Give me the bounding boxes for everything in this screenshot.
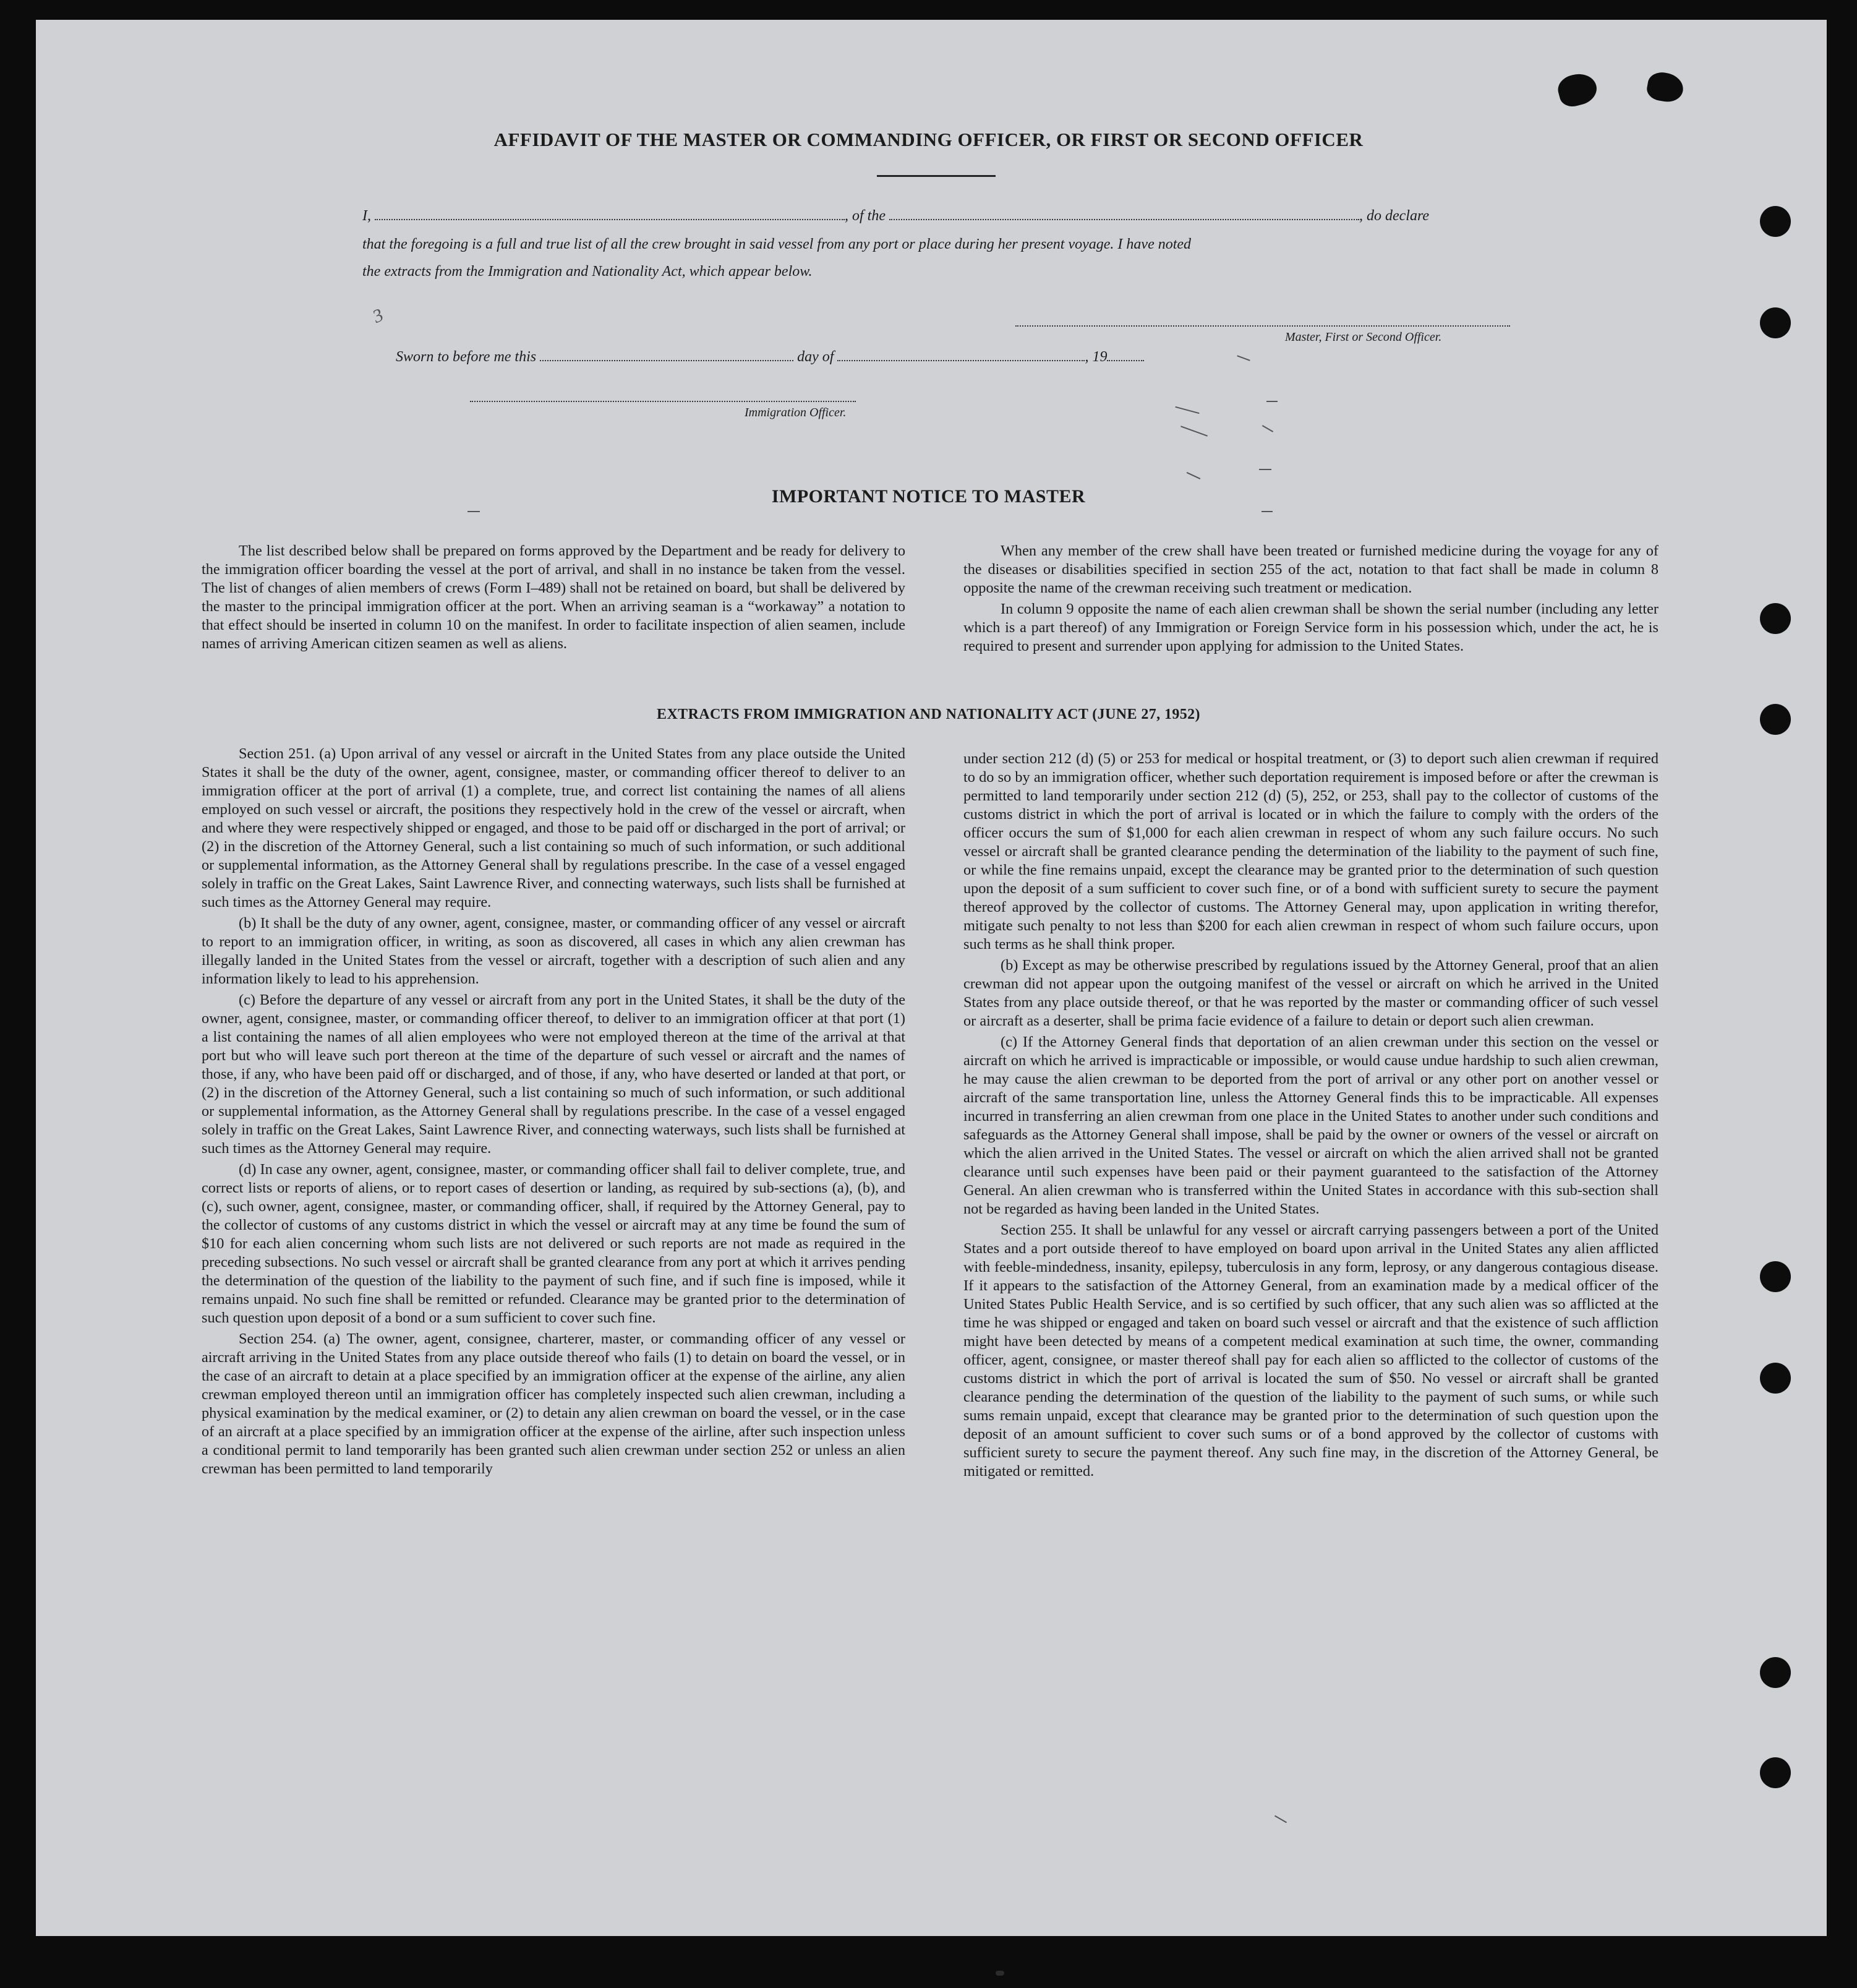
sworn-month-field[interactable] bbox=[837, 349, 1085, 361]
scan-mark bbox=[1259, 469, 1271, 470]
sworn-year-field[interactable] bbox=[1107, 349, 1144, 361]
notice-paragraph: In column 9 opposite the name of each alien crewman shall be shown the serial number (including any letter which is a part thereof) of any Immigration or Foreign Service form in his possession which, under the act, he is required to present and surrender upon applying for admission to the United States. bbox=[963, 601, 1658, 654]
name-field[interactable] bbox=[375, 208, 845, 220]
handwritten-mark: 3 bbox=[369, 304, 387, 327]
punch-hole bbox=[1760, 1657, 1791, 1688]
sworn-line bbox=[396, 349, 1144, 366]
section-paragraph: (b) It shall be the duty of any owner, agent, consignee, master, or commanding officer of any vessel or aircraft to report to an immigration officer, in writing, as soon as discovered, all cases in which any alien crewman has illegally landed in the United States from the vessel or aircraft, together with a description of such alien and any information likely to lead to his apprehension. bbox=[202, 915, 905, 987]
master-label: Master, First or Second Officer. bbox=[1285, 330, 1442, 344]
vessel-field[interactable] bbox=[889, 208, 1359, 220]
section-paragraph: under section 212 (d) (5) or 253 for medical or hospital treatment, or (3) to deport such alien crewman if required to do so by an immigration officer, whether such deportation requirement is imposed before or after the crewman is permitted to land temporarily under section 212 (d) (5), 252, or 253, shall pay to the collector of customs of the customs district in which the port of arrival is located or in which the failure to comply with the orders of the officer occurs the sum of $1,000 for each alien crewman in respect of whom any such failure occurs. No such vessel or aircraft shall be granted clearance pending the determination of the liability to the payment of such fine, or while the fine remains unpaid, except the clearance may be granted prior to the determination of such question upon the deposit of a sum sufficient to cover such fine, or of a bond with sufficient surety to secure the payment thereof approved by the collector of customs. The Attorney General may, upon application in writing therefor, mitigate such penalty to not less than $200 for each alien crewman in respect of whom such failure occurs, upon such terms as he shall think proper. bbox=[963, 750, 1658, 953]
extracts-title: EXTRACTS FROM IMMIGRATION AND NATIONALITY ACT (JUNE 27, 1952) bbox=[657, 706, 1200, 722]
notice-paragraph: The list described below shall be prepared on forms approved by the Department and be ready for delivery to the immigration officer boarding the vessel at the port of arrival, and shall in no instance be taken from the vessel. The list of changes of alien members of crews (Form I–489) shall not be retained on board, but shall be delivered by the master to the principal immigration officer at the port. When an arriving seaman is a “workaway” a notation to that effect should be inserted in column 10 on the manifest. In order to facilitate inspection of alien seamen, include names of arriving American citizen seamen as well as aliens. bbox=[202, 542, 905, 652]
punch-hole bbox=[1760, 603, 1791, 634]
i-label: I, bbox=[362, 208, 371, 224]
punch-hole bbox=[1760, 1363, 1791, 1394]
do-declare-label: , do declare bbox=[1359, 208, 1430, 224]
section-paragraph: (d) In case any owner, agent, consignee, master, or commanding officer shall fail to deliver complete, true, and correct lists or reports of aliens, or to report cases of desertion or landing, as required by sub-sections (a), (b), and (c), such owner, agent, consignee, master, or commanding officer, shall, if required by the Attorney General, pay to the collector of customs of any customs district in which the vessel or aircraft may at any time be found the sum of $10 for each alien concerning whom such lists are not delivered or such reports are not made as required in the preceding subsections. No such vessel or aircraft shall be granted clearance from any port at which it arrives pending the determination of the question of the liability to the payment of such fine, and if such fine is imposed, while it remains unpaid. No such fine shall be remitted or refunded. Clearance may be granted prior to the determination of such question upon deposit of a bond or a sum sufficient to cover such fine. bbox=[202, 1161, 905, 1326]
extracts-right-column bbox=[963, 750, 1658, 1483]
master-signature-line[interactable] bbox=[1015, 325, 1510, 327]
notice-left-column bbox=[202, 542, 905, 656]
section-paragraph: Section 255. It shall be unlawful for any vessel or aircraft carrying passengers between a port of the United States and a port outside thereof to have employed on board upon arrival in the United States any alien afflicted with feeble-mindedness, insanity, epilepsy, tuberculosis in any form, leprosy, or any dangerous contagious disease. If it appears to the satisfaction of the Attorney General, from an examination made by a medical officer of the United States Public Health Service, and is so certified by such officer, that any such alien was so afflicted at the time he was shipped or engaged and taken on board such vessel or aircraft and that the existence of such affliction might have been detected by means of a competent medical examination at such time, the owner, commanding officer, agent, consignee, or master thereof shall pay for each alien so afflicted to the collector of customs of the customs district in which the port of arrival is located the sum of $50. No vessel or aircraft shall be granted clearance pending the determination of the question of the liability to the payment of such sums, or while such sums remain unpaid, except that clearance may be granted prior to the determination of such question upon the deposit of an amount sufficient to cover such sums or of a bond approved by the collector of customs with sufficient surety to secure the payment thereof. Any such fine may, in the discretion of the Attorney General, be mitigated or remitted. bbox=[963, 1222, 1658, 1480]
affidavit-line-1 bbox=[362, 208, 1513, 225]
affidavit-line-3: the extracts from the Immigration and Nationality Act, which appear below. bbox=[362, 263, 813, 280]
sworn-day-field[interactable] bbox=[540, 349, 793, 361]
affidavit-title: AFFIDAVIT OF THE MASTER OR COMMANDING OFFICER, OR FIRST OR SECOND OFFICER bbox=[493, 129, 1364, 150]
section-paragraph: Section 251. (a) Upon arrival of any vessel or aircraft in the United States from any place outside the United States it shall be the duty of the owner, agent, consignee, master, or commanding officer thereof to deliver to an immigration officer at the port of arrival (1) a complete, true, and correct list containing the names of all aliens employed on such vessel or aircraft, the positions they respectively hold in the crew of the vessel or aircraft, when and where they were respectively shipped or engaged, and those to be paid off or discharged in the port of arrival; or (2) in the discretion of the Attorney General, such a list containing so much of such information, or such additional or supplemental information, as the Attorney General shall by regulations prescribe. In the case of a vessel engaged solely in traffic on the Great Lakes, Saint Lawrence River, and connecting waterways, such lists shall be furnished at such times as the Attorney General may require. bbox=[202, 745, 905, 910]
title-rule bbox=[877, 175, 996, 177]
scan-mark bbox=[467, 511, 480, 512]
punch-hole bbox=[1760, 1261, 1791, 1292]
section-paragraph: (c) Before the departure of any vessel or aircraft from any port in the United States, it shall be the duty of the owner, agent, consignee, master, or commanding officer thereof, to deliver to an immigration officer at that port (1) a list containing the names of all alien employees who were not employed thereon at the time of the arrival at that port but who will leave such port thereon at the time of the departure of such vessel or aircraft and the names of those, if any, who have been paid off or discharged, and of those, if any, who have deserted or landed at that port, or (2) in the discretion of the Attorney General, such a list containing so much of such information, or such additional or supplemental information, as the Attorney General shall by regulations prescribe. In the case of a vessel engaged solely in traffic on the Great Lakes, Saint Lawrence River, and connecting waterways, such lists shall be furnished at such times as the Attorney General may require. bbox=[202, 992, 905, 1157]
scan-mark bbox=[1266, 401, 1278, 402]
punch-hole bbox=[1760, 206, 1791, 237]
notice-paragraph: When any member of the crew shall have been treated or furnished medicine during the voyage for any of the diseases or disabilities specified in section 255 of the act, notation to that fact shall be made in column 8 opposite the name of the crewman receiving such treatment or medication. bbox=[963, 542, 1658, 596]
of-the-label: , of the bbox=[845, 208, 886, 224]
affidavit-line-2: that the foregoing is a full and true list of all the crew brought in said vessel from any port or place during her present voyage. I have noted bbox=[362, 236, 1192, 252]
punch-hole bbox=[1760, 307, 1791, 338]
section-paragraph: (c) If the Attorney General finds that deportation of an alien crewman under this section on the vessel or aircraft on which he arrived is impracticable or impossible, or would cause undue hardship to such alien crewman, he may cause the alien crewman to be deported from the port of arrival or any other port on another vessel or aircraft of the same transportation line, unless the Attorney General finds this to be impracticable. All expenses incurred in transferring an alien crewman from one place in the United States to another under such conditions and safeguards as the Attorney General shall impose, shall be paid by the owner or owners of the vessel or aircraft on which the alien arrived in the United States. The vessel or aircraft on which the alien arrived shall not be granted clearance until such expenses have been paid or their payment guaranteed to the satisfaction of the Attorney General. An alien crewman who is transferred within the United States in accordance with this sub-section shall not be regarded as having been landed in the United States. bbox=[963, 1034, 1658, 1217]
notice-title: IMPORTANT NOTICE TO MASTER bbox=[771, 486, 1086, 507]
punch-hole bbox=[1760, 1757, 1791, 1788]
section-paragraph: Section 254. (a) The owner, agent, consignee, charterer, master, or commanding officer of any vessel or aircraft arriving in the United States from any place outside thereof who fails (1) to detain on board the vessel, or in the case of an aircraft to detain at a place specified by an immigration officer at the expense of the airline, any alien crewman employed thereon until an immigration officer has completely inspected such alien crewman, including a physical examination by the medical examiner, or (2) to detain any alien crewman on board the vessel, or in the case of an aircraft at a place specified by an immigration officer at the expense of the airline, after such inspection unless a conditional permit to land temporarily has been granted such alien crewman under section 252 or unless an alien crewman has been permitted to land temporarily bbox=[202, 1330, 905, 1477]
scan-mark bbox=[1261, 511, 1273, 512]
year-label: , 19 bbox=[1085, 349, 1108, 365]
notice-right-column bbox=[963, 542, 1658, 658]
section-paragraph: (b) Except as may be otherwise prescribed by regulations issued by the Attorney General, proof that an alien crewman did not appear upon the outgoing manifest of the vessel or aircraft on which he arrived in the United States from any place outside thereof, or that he was reported by the master or commanding officer of such vessel or aircraft as a deserter, shall be prima facie evidence of a failure to detain or deport such alien crewman. bbox=[963, 957, 1658, 1029]
extracts-left-column bbox=[202, 745, 905, 1481]
scan-mark bbox=[996, 1971, 1004, 1976]
day-of-label: day of bbox=[797, 349, 834, 365]
sworn-label: Sworn to before me this bbox=[396, 349, 537, 365]
immigration-officer-signature-line[interactable] bbox=[470, 401, 856, 402]
immigration-officer-label: Immigration Officer. bbox=[745, 406, 847, 419]
